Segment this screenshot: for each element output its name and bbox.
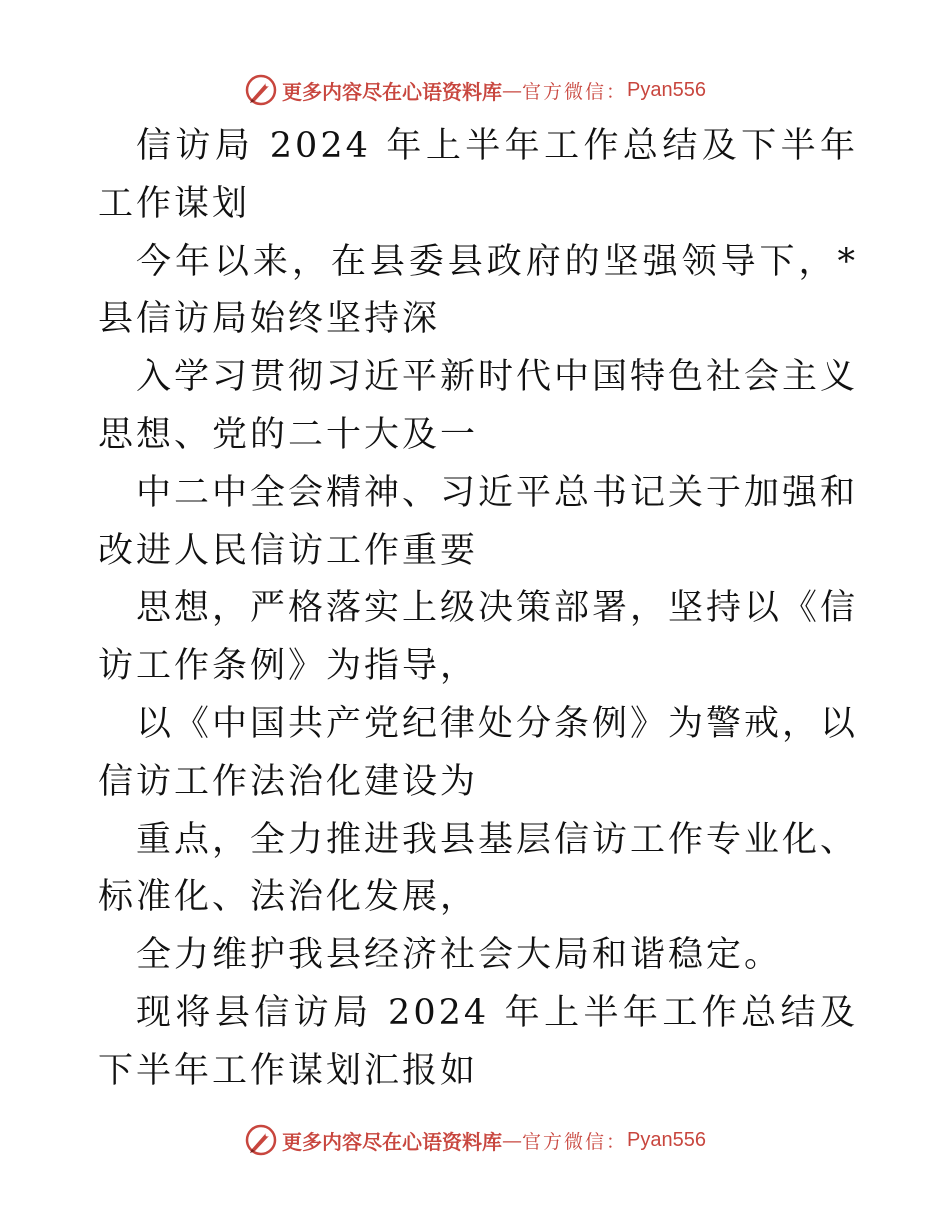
paragraph: 今年以来，在县委县政府的坚强领导下，*县信访局始终坚持深 [98,241,858,340]
watermark-dash: — [502,78,522,102]
watermark-wechat-label: 官方微信： [522,1130,628,1153]
document-body [98,118,858,1101]
watermark-text: 更多内容尽在心语资料库 [282,79,502,104]
header-watermark [0,70,950,110]
watermark-wechat-label: 官方微信： [522,80,628,103]
watermark-wechat-id: Pyan556 [627,78,706,101]
paragraph: 思想，严格落实上级决策部署，坚持以《信访工作条例》为指导， [98,588,859,687]
paragraph: 现将县信访局 2024 年上半年工作总结及下半年工作谋划汇报如 [98,992,858,1091]
paragraph: 入学习贯彻习近平新时代中国特色社会主义思想、党的二十大及一 [98,357,859,455]
watermark-text: 更多内容尽在心语资料库 [282,1129,502,1154]
watermark-dash: — [502,1128,522,1152]
paragraph: 重点，全力推进我县基层信访工作专业化、标准化、法治化发展， [98,819,859,918]
pen-logo-icon [244,73,278,107]
watermark-wechat-id: Pyan556 [627,1128,706,1151]
pen-logo-icon [244,1123,278,1157]
paragraph: 全力维护我县经济社会大局和谐稳定。 [136,935,783,976]
paragraph: 以《中国共产党纪律处分条例》为警戒，以信访工作法治化建设为 [98,703,859,802]
paragraph: 中二中全会精神、习近平总书记关于加强和改进人民信访工作重要 [98,472,859,571]
document-title: 信访局 2024 年上半年工作总结及下半年工作谋划 [98,126,858,224]
footer-watermark [0,1120,950,1160]
